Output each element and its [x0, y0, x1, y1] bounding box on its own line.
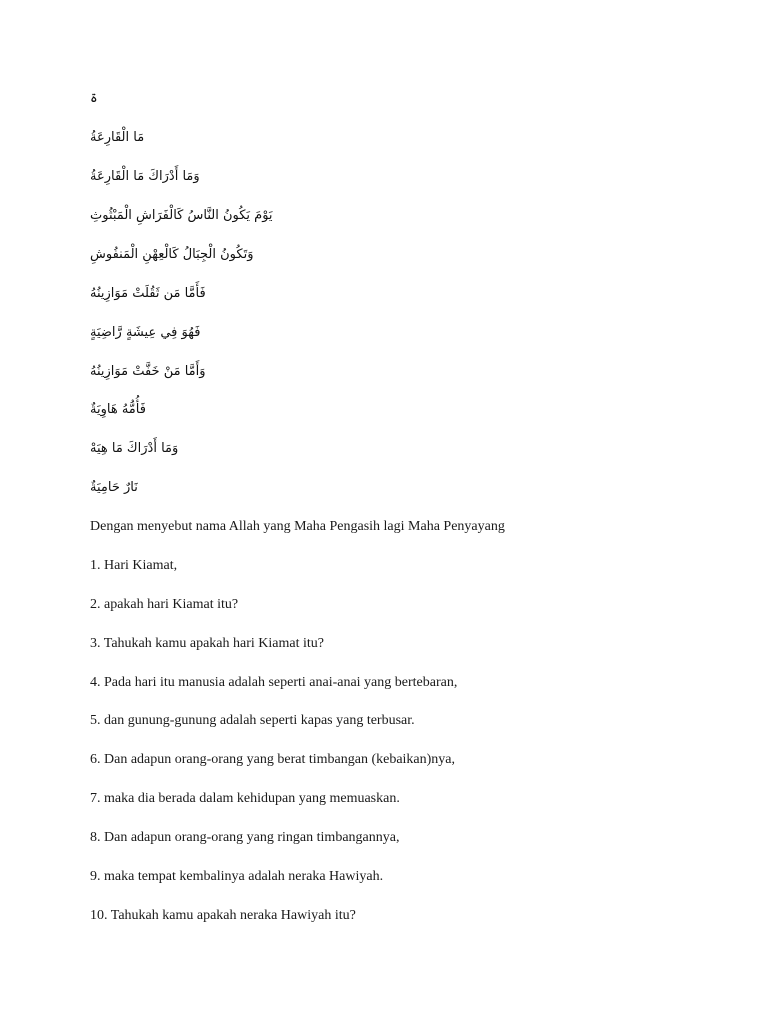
translation-4: 4. Pada hari itu manusia adalah seperti anai-anai yang bertebaran,: [90, 675, 458, 690]
arabic-verse-fragment: ۃ: [90, 91, 98, 106]
translation-1: 1. Hari Kiamat,: [90, 558, 178, 573]
translation-10: 10. Tahukah kamu apakah neraka Hawiyah itu?: [90, 908, 356, 923]
basmala-translation: Dengan menyebut nama Allah yang Maha Pengasih lagi Maha Penyayang: [90, 519, 505, 534]
arabic-verse-8: وَأَمَّا مَنْ خَفَّتْ مَوَازِينُهُ: [90, 364, 206, 379]
translation-5: 5. dan gunung-gunung adalah seperti kapas yang terbusar.: [90, 713, 415, 728]
translation-3: 3. Tahukah kamu apakah hari Kiamat itu?: [90, 636, 324, 651]
translation-7: 7. maka dia berada dalam kehidupan yang memuaskan.: [90, 791, 400, 806]
arabic-verse-6: فَأَمَّا مَن ثَقُلَتْ مَوَازِينُهُ: [90, 286, 206, 301]
arabic-verse-9: فَأُمُّهُ هَاوِيَةٌ: [90, 402, 146, 417]
arabic-verse-7: فَهُوَ فِي عِيشَةٍ رَّاضِيَةٍ: [90, 325, 201, 340]
arabic-verse-10: وَمَا أَدْرَاكَ مَا هِيَهْ: [90, 441, 179, 456]
translation-6: 6. Dan adapun orang-orang yang berat timbangan (kebaikan)nya,: [90, 752, 456, 767]
arabic-verse-3: وَمَا أَدْرَاكَ مَا الْقَارِعَةُ: [90, 169, 200, 184]
translation-9: 9. maka tempat kembalinya adalah neraka Hawiyah.: [90, 869, 384, 884]
arabic-verse-11: نَارٌ حَامِيَةٌ: [90, 480, 138, 495]
translation-8: 8. Dan adapun orang-orang yang ringan timbangannya,: [90, 830, 400, 845]
arabic-verse-2: مَا الْقَارِعَةُ: [90, 130, 145, 145]
arabic-verse-4: يَوْمَ يَكُونُ النَّاسُ كَالْفَرَاشِ الْمَبْثُوثِ: [90, 208, 273, 223]
translation-2: 2. apakah hari Kiamat itu?: [90, 597, 239, 612]
arabic-verse-5: وَتَكُونُ الْجِبَالُ كَالْعِهْنِ الْمَنفُوشِ: [90, 247, 254, 262]
